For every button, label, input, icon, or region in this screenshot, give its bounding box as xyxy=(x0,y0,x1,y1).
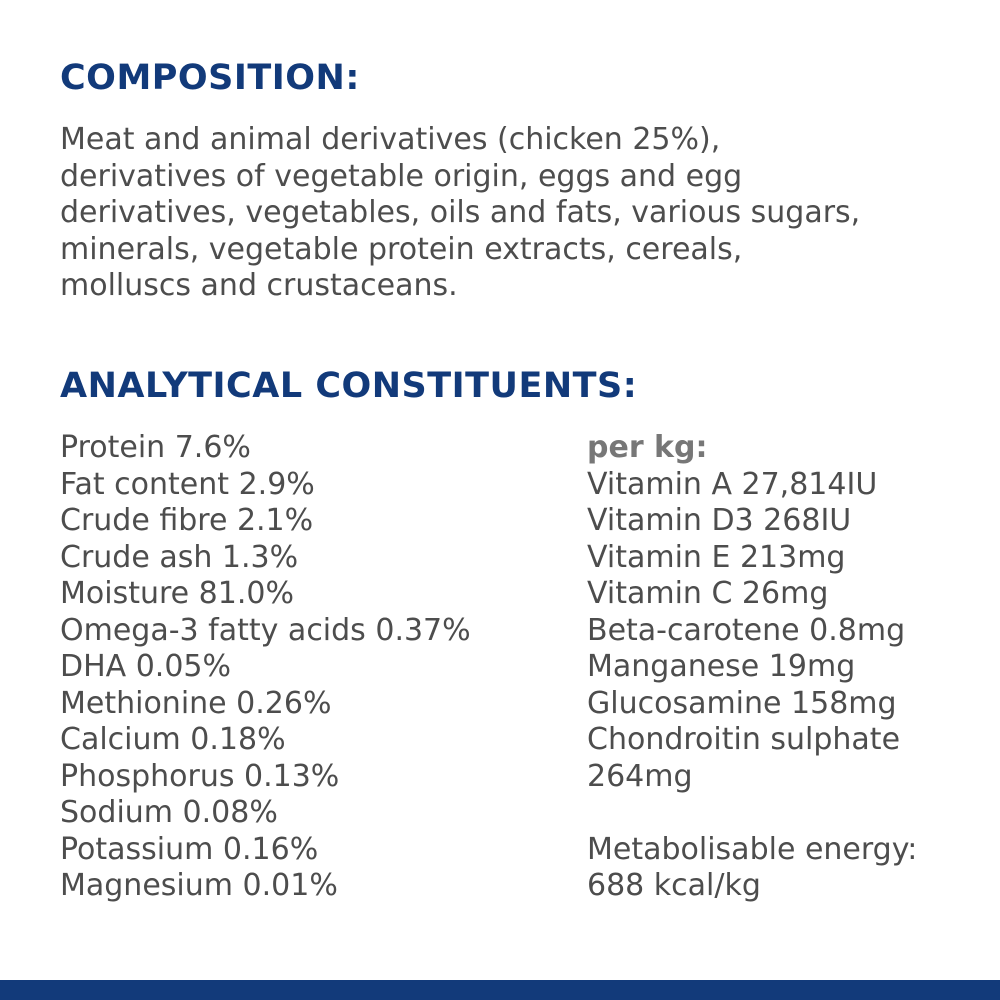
analytical-constituents-list xyxy=(60,430,560,905)
additive-item: Vitamin D3 268IU xyxy=(587,503,852,538)
composition-line: molluscs and crustaceans. xyxy=(60,268,458,303)
constituent-item: Moisture 81.0% xyxy=(60,576,294,611)
list-spacer xyxy=(587,795,987,832)
additive-item: Vitamin E 213mg xyxy=(587,539,846,575)
constituent-item: Sodium 0.08% xyxy=(60,795,278,830)
additive-item: Glucosamine 158mg xyxy=(587,685,897,721)
constituent-item: Crude ash 1.3% xyxy=(60,539,299,575)
composition-heading: COMPOSITION: xyxy=(60,58,360,98)
composition-line: derivatives, vegetables, oils and fats, various sugars, xyxy=(60,195,861,230)
constituent-item: Magnesium 0.01% xyxy=(60,868,338,903)
composition-line: minerals, vegetable protein extracts, cereals, xyxy=(60,231,743,267)
energy-label: Metabolisable energy: xyxy=(587,831,918,867)
constituent-item: Fat content 2.9% xyxy=(60,466,315,502)
additive-item: Beta-carotene 0.8mg xyxy=(587,612,906,648)
constituent-item: Calcium 0.18% xyxy=(60,722,286,757)
additive-item: Vitamin C 26mg xyxy=(587,576,829,611)
additive-item: Manganese 19mg xyxy=(587,649,856,684)
composition-line: derivatives of vegetable origin, eggs and egg xyxy=(60,158,743,194)
constituent-item: Omega-3 fatty acids 0.37% xyxy=(60,612,471,648)
per-kg-list xyxy=(587,430,987,905)
constituent-item: Methionine 0.26% xyxy=(60,685,332,721)
constituent-item: Crude fibre 2.1% xyxy=(60,503,314,538)
composition-text xyxy=(60,122,980,305)
additive-item: Chondroitin sulphate xyxy=(587,722,901,757)
additive-item: 264mg xyxy=(587,758,693,794)
additive-item: Vitamin A 27,814IU xyxy=(587,466,878,502)
energy-value: 688 kcal/kg xyxy=(587,868,761,903)
constituent-item: Phosphorus 0.13% xyxy=(60,758,340,794)
analytical-constituents-heading: ANALYTICAL CONSTITUENTS: xyxy=(60,366,638,406)
composition-line: Meat and animal derivatives (chicken 25%), xyxy=(60,122,721,157)
constituent-item: Protein 7.6% xyxy=(60,430,251,465)
constituent-item: DHA 0.05% xyxy=(60,649,232,684)
constituent-item: Potassium 0.16% xyxy=(60,831,319,867)
per-kg-label: per kg: xyxy=(587,430,708,465)
footer-band xyxy=(0,980,1000,1000)
